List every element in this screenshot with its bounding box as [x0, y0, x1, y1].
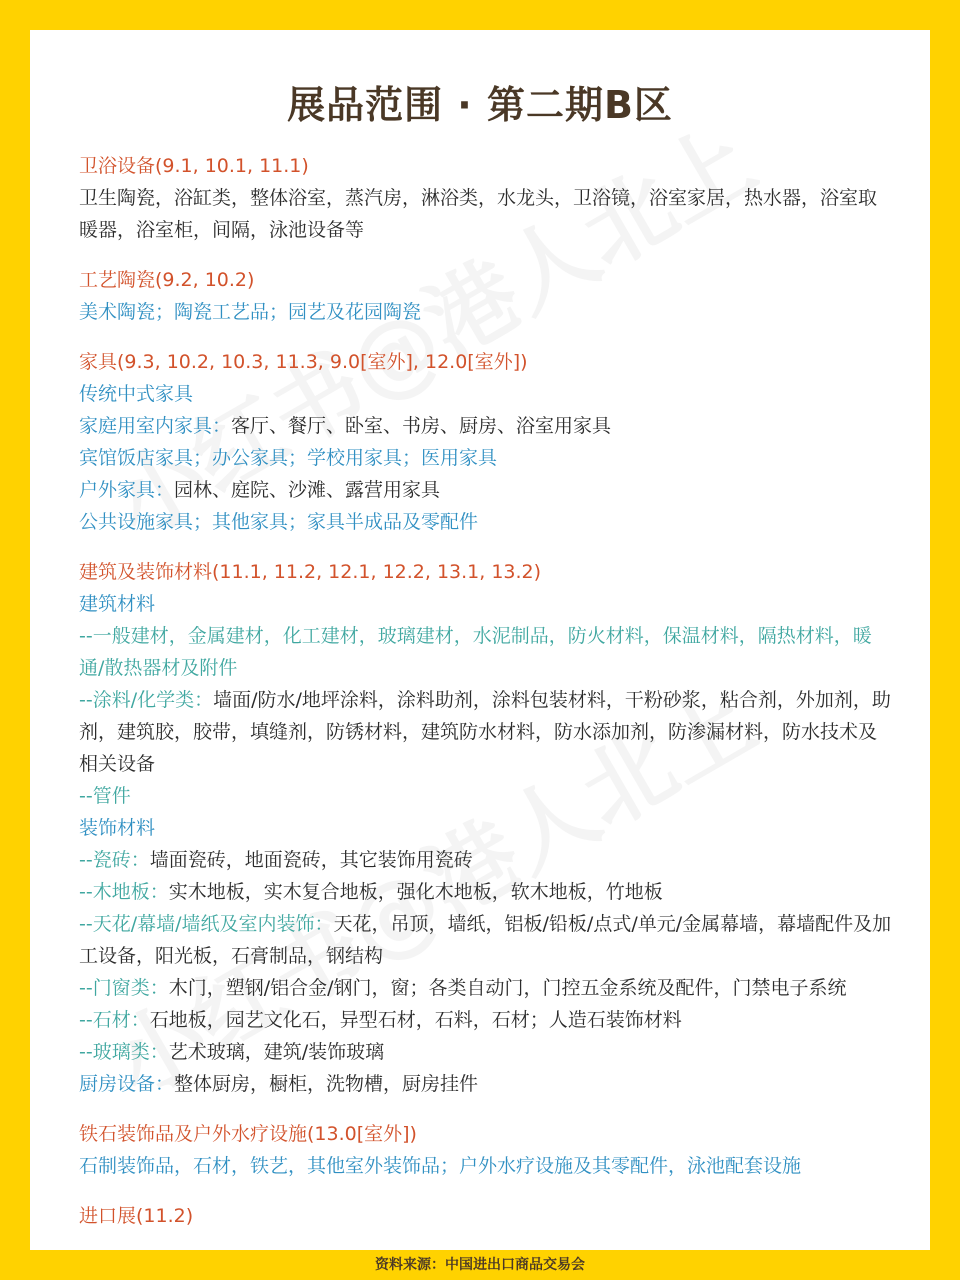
item-label: --天花/幕墙/墙纸及室内装饰： — [79, 913, 334, 935]
item-label: 美术陶瓷；陶瓷工艺品；园艺及花园陶瓷 — [79, 301, 422, 323]
category-section — [79, 1200, 899, 1232]
item-line — [79, 214, 899, 246]
item-text: 相关设备 — [79, 753, 156, 775]
item-text: 剂，建筑胶，胶带，填缝剂，防锈材料，建筑防水材料，防水添加剂，防渗漏材料，防水技术及 — [79, 721, 878, 743]
category-section — [79, 150, 899, 246]
item-line — [79, 506, 899, 538]
category-heading: 工艺陶瓷(9.2, 10.2) — [79, 269, 255, 291]
category-section — [79, 556, 899, 1100]
item-line — [79, 812, 899, 844]
item-line — [79, 940, 899, 972]
item-label: 家庭用室内家具： — [79, 415, 232, 437]
item-line — [79, 876, 899, 908]
source-footer: 资料来源：中国进出口商品交易会 — [375, 1257, 585, 1273]
category-heading: 家具(9.3, 10.2, 10.3, 11.3, 9.0[室外], 12.0[室外]) — [79, 351, 528, 373]
item-text: 客厅、餐厅、卧室、书房、厨房、浴室用家具 — [231, 415, 612, 437]
item-text: 工设备，阳光板，石膏制品，钢结构 — [79, 945, 384, 967]
page-title: 展品范围 · 第二期B区 — [287, 83, 673, 127]
item-line — [79, 588, 899, 620]
category-heading: 建筑及装饰材料(11.1, 11.2, 12.1, 12.2, 13.1, 13.2) — [79, 561, 542, 583]
item-label: --木地板： — [79, 881, 169, 903]
category-heading: 铁石装饰品及户外水疗设施(13.0[室外]) — [79, 1123, 417, 1145]
item-label: --门窗类： — [79, 977, 169, 999]
item-label: --玻璃类： — [79, 1041, 169, 1063]
category-section — [79, 1118, 899, 1182]
item-label: --管件 — [79, 785, 131, 807]
item-label: 宾馆饭店家具；办公家具；学校用家具；医用家具 — [79, 447, 498, 469]
category-section — [79, 264, 899, 328]
item-text: 墙面/防水/地坪涂料，涂料助剂，涂料包装材料，干粉砂浆，粘合剂，外加剂，助 — [213, 689, 891, 711]
item-line — [79, 748, 899, 780]
item-line — [79, 1068, 899, 1100]
item-label: --瓷砖： — [79, 849, 150, 871]
category-heading: 进口展(11.2) — [79, 1205, 194, 1227]
exhibit-list — [79, 150, 899, 1250]
item-line — [79, 1004, 899, 1036]
item-text: 卫生陶瓷，浴缸类，整体浴室，蒸汽房，淋浴类，水龙头，卫浴镜，浴室家居，热水器，浴室取 — [79, 187, 878, 209]
item-line — [79, 844, 899, 876]
item-label: --涂料/化学类： — [79, 689, 214, 711]
item-line — [79, 684, 899, 716]
item-label: 建筑材料 — [79, 593, 156, 615]
category-section — [79, 346, 899, 538]
item-label: 石制装饰品，石材，铁艺，其他室外装饰品；户外水疗设施及其零配件，泳池配套设施 — [79, 1155, 802, 1177]
category-heading: 卫浴设备(9.1, 10.1, 11.1) — [79, 155, 309, 177]
item-line — [79, 620, 899, 652]
item-text: 实木地板，实木复合地板，强化木地板，软木地板，竹地板 — [168, 881, 663, 903]
item-text: 园林、庭院、沙滩、露营用家具 — [174, 479, 441, 501]
item-line — [79, 1150, 899, 1182]
item-text: 天花，吊顶，墙纸，铝板/铅板/点式/单元/金属幕墙，幕墙配件及加 — [333, 913, 892, 935]
item-label: 通/散热器材及附件 — [79, 657, 238, 679]
item-label: 装饰材料 — [79, 817, 156, 839]
item-line — [79, 908, 899, 940]
item-text: 石地板，园艺文化石，异型石材，石料，石材；人造石装饰材料 — [149, 1009, 682, 1031]
item-text: 木门，塑钢/铝合金/钢门，窗；各类自动门，门控五金系统及配件，门禁电子系统 — [168, 977, 847, 999]
content-card — [30, 30, 930, 1250]
item-text: 墙面瓷砖，地面瓷砖，其它装饰用瓷砖 — [149, 849, 473, 871]
item-line — [79, 1036, 899, 1068]
item-label: --一般建材，金属建材，化工建材，玻璃建材，水泥制品，防火材料，保温材料，隔热材料，暖 — [79, 625, 872, 647]
item-line — [79, 182, 899, 214]
item-label: 厨房设备： — [79, 1073, 175, 1095]
item-line — [79, 442, 899, 474]
item-line — [79, 972, 899, 1004]
item-line — [79, 652, 899, 684]
item-line — [79, 296, 899, 328]
item-label: --石材： — [79, 1009, 150, 1031]
item-line — [79, 716, 899, 748]
item-line — [79, 378, 899, 410]
item-text: 整体厨房，橱柜，洗物槽，厨房挂件 — [174, 1073, 479, 1095]
item-line — [79, 474, 899, 506]
item-label: 户外家具： — [79, 479, 175, 501]
item-text: 暖器，浴室柜，间隔，泳池设备等 — [79, 219, 365, 241]
item-line — [79, 780, 899, 812]
item-line — [79, 410, 899, 442]
item-label: 传统中式家具 — [79, 383, 194, 405]
item-text: 艺术玻璃，建筑/装饰玻璃 — [168, 1041, 385, 1063]
item-label: 公共设施家具；其他家具；家具半成品及零配件 — [79, 511, 479, 533]
